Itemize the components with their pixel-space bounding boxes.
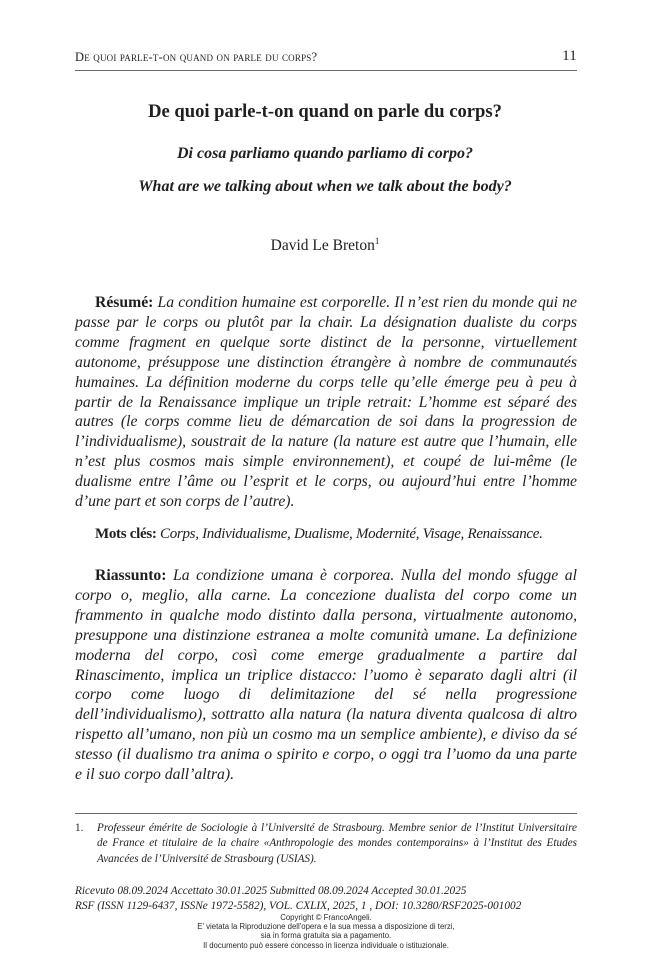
resume-paragraph: Résumé: La condition humaine est corporelle. Il n’est rien du monde qui ne passe par le corps ou plutôt par la chair. La désignation dualiste du corps comme fragment en quelque sorte distinct de la personne, virtuellement autonome, présuppose une distinction étrangère à nombre de communautés humaines. La définition moderne du corps telle qu’elle émerge peu à peu à partir de la Renaissance implique un triple retrait: L’homme est séparé des autres (le corps comme lieu de démarcation de soi dans la progression de l’individualisme), soustrait de la nature (la nature est autre que l’humain, elle n’est plus cosmos mais simple environnement), et coupé de lui-même (le dualisme entre l’âme ou l’esprit et le corps, ou aujourd’hui entre l’homme d’une part et son corps de l’autre). (75, 294, 577, 511)
footnote (75, 821, 577, 867)
title-french: De quoi parle-t-on quand on parle du corps? (148, 101, 502, 122)
copyright-notice (75, 913, 577, 950)
received-dates: Ricevuto 08.09.2024 Accettato 30.01.2025 Submitted 08.09.2024 Accepted 30.01.2025 (75, 885, 467, 897)
keywords-text: Corps, Individualisme, Dualisme, Modernité, Visage, Renaissance. (160, 526, 543, 542)
license-notice-line: Il documento può essere concesso in licenza individuale o istituzionale. (203, 940, 449, 950)
page-number: 11 (562, 48, 577, 64)
resume-label: Résumé (95, 294, 149, 311)
running-head-title: De quoi parle-t-on quand on parle du corps? (75, 50, 318, 64)
payment-notice-line: sia in forma gratuita sia a pagamento. (260, 931, 392, 941)
footnote-number: 1. (75, 822, 84, 834)
keywords-label: Mots clés (95, 526, 152, 542)
citation-line: RSF (ISSN 1129-6437, ISSNe 1972-5582), VOL. CXLIX, 2025, 1 , DOI: 10.3280/RSF2025-001002 (75, 900, 522, 912)
keywords-paragraph: Mots clés: Corps, Individualisme, Dualisme, Modernité, Visage, Renaissance. (95, 526, 543, 542)
publication-info (75, 884, 577, 914)
footnote-text: Professeur émérite de Sociologie à l’Université de Strasbourg. Membre senior de l’Institut Universitaire de France et titulaire de la chaire «Anthropologie des mondes contemporains» à l’Institut des Etudes Avancées de l’Université de Strasbourg (USIAS). (97, 822, 577, 865)
header-rule (75, 70, 577, 71)
footnote-rule (75, 813, 577, 814)
title-italian: Di cosa parliamo quando parliamo di corpo? (176, 145, 474, 162)
resume-text: La condition humaine est corporelle. Il n’est rien du monde qui ne passe par le corps ou plutôt par la chair. La désignation dualiste du corps comme fragment en quelque sorte distinct de la personne, virtuellement autonome, présuppose une distinction étrangère à nombre de communautés humaines. La définition moderne du corps telle qu’elle émerge peu à peu à partir de la Renaissance implique un triple retrait: L’homme est séparé des autres (le corps comme lieu de démarcation de soi dans la progression de l’individualisme), soustrait de la nature (la nature est autre que l’humain, elle n’est plus cosmos mais simple environnement), et coupé de lui-même (le dualisme entre l’âme ou l’esprit et le corps, ou aujourd’hui entre l’homme d’une part et son corps de l’autre). (75, 294, 577, 511)
title-english: What are we talking about when we talk about the body? (138, 178, 512, 195)
author-footnote-mark[interactable]: 1 (374, 236, 380, 246)
riassunto-paragraph: Riassunto: La condizione umana è corporea. Nulla del mondo sfugge al corpo o, meglio, alla carne. La concezione dualista del corpo come un frammento in qualche modo distinto dalla persona, virtualmente autonomo, presuppone una distinzione estranea a molte comunità umane. La definizione moderna del corpo, così come emerge gradualmente a partire dal Rinascimento, implica un triplice distacco: l’uomo è separato dagli altri (il corpo come luogo di delimitazione del sé nella progressione dell’individualismo), sottratto alla natura (la natura diventa qualcosa di altro rispetto all’umano, non più un cosmo ma un semplice ambiente), e diviso da sé stesso (il dualismo tra anima o spirito e corpo, o oggi tra l’uomo da una parte e il suo corpo dall’altra). (75, 567, 577, 784)
running-head (75, 48, 577, 68)
author-line (60, 236, 590, 255)
riassunto-label: Riassunto (95, 567, 162, 584)
riassunto-text: La condizione umana è corporea. Nulla del mondo sfugge al corpo o, meglio, alla carne. La concezione dualista del corpo come un frammento in qualche modo distinto dalla persona, virtualmente autonomo, presuppone una distinzione estranea a molte comunità umane. La definizione moderna del corpo, così come emerge gradualmente a partire dal Rinascimento, implica un triplice distacco: l’uomo è separato dagli altri (il corpo come luogo di delimitazione del sé nella progressione dell’individualismo), sottratto alla natura (la natura diventa qualcosa di altro rispetto all’umano, non più un cosmo ma un semplice ambiente), e diviso da sé stesso (il dualismo tra anima o spirito e corpo, o oggi tra l’uomo da una parte e il suo corpo dall’altra). (75, 567, 577, 784)
author-name: David Le Breton (270, 237, 375, 254)
copyright-line: Copyright © FrancoAngeli. (280, 913, 372, 922)
reproduction-notice-line: E' vietata la Riproduzione dell'opera e la sua messa a disposizione di terzi, (197, 922, 455, 932)
